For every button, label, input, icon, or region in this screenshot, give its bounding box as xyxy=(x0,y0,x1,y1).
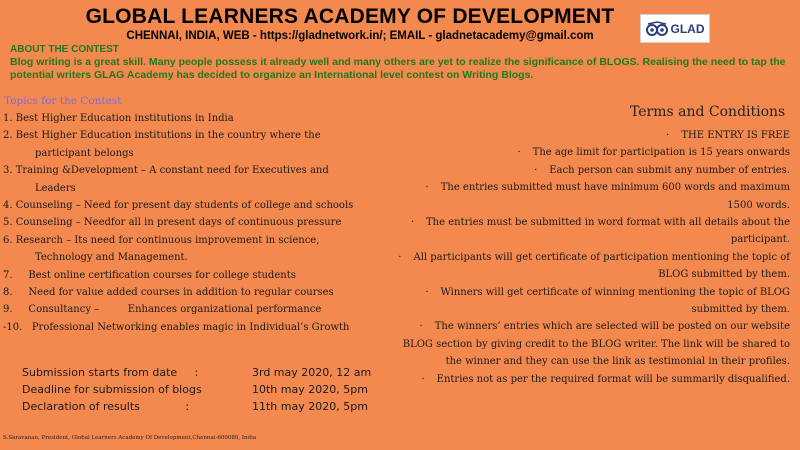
list-item xyxy=(3,162,388,197)
terms-list xyxy=(398,127,790,388)
page-title: GLOBAL LEARNERS ACADEMY OF DEVELOPMENT xyxy=(85,5,615,28)
list-item xyxy=(3,197,388,214)
term-item xyxy=(398,249,790,284)
schedule-row xyxy=(22,398,377,415)
contact-line: CHENNAI, INDIA, WEB - https://gladnetwork.in/; EMAIL - gladnetacademy@gmail.com xyxy=(126,30,594,42)
term-text: The age limit for participation is 15 years onwards xyxy=(532,147,790,159)
schedule-row xyxy=(22,381,377,398)
list-item xyxy=(3,110,388,127)
term-text: THE ENTRY IS FREE xyxy=(681,130,790,141)
term-text: Entries not as per the required format will be summarily disqualified. xyxy=(436,373,790,385)
term-text: The winners’ entries which are selected will be posted on our website BLOG section by giving credit to the BLOG writer. The link will be shared to the winner and they can use the link as testimonial in their profiles. xyxy=(402,321,790,368)
topic-line: 4. Counseling – Need for present day students of college and schools xyxy=(3,200,354,212)
term-text: The entries must be submitted in word format with all details about the participant. xyxy=(426,217,790,246)
term-text: All participants will get certificate of participation mentioning the topic of BLOG submitted by them. xyxy=(413,251,790,281)
owl-eyes-icon xyxy=(646,21,668,37)
schedule xyxy=(22,364,377,415)
bullet-icon: · xyxy=(421,373,425,385)
list-item xyxy=(3,284,388,301)
bullet-icon: · xyxy=(419,321,423,333)
about-heading: ABOUT THE CONTEST xyxy=(10,44,119,55)
term-text: Winners will get certificate of winning mentioning the topic of BLOG submitted by them. xyxy=(440,286,790,316)
topic-line-continued: Leaders xyxy=(35,182,76,194)
logo-text: GLAD xyxy=(670,21,705,36)
schedule-value: 3rd may 2020, 12 am xyxy=(252,366,372,379)
list-item xyxy=(3,267,388,284)
list-item xyxy=(3,232,388,267)
topics-list xyxy=(3,110,388,336)
topic-line: -10. Professional Networking enables magic in Individual’s Growth xyxy=(3,321,350,333)
schedule-value: 11th may 2020, 5pm xyxy=(252,400,368,413)
topic-line-continued: participant belongs xyxy=(35,147,134,159)
bullet-icon: · xyxy=(410,217,415,229)
topics-heading: Topics for the Contest xyxy=(4,95,122,107)
bullet-icon: · xyxy=(425,182,429,194)
term-item xyxy=(398,284,790,319)
list-item xyxy=(3,301,388,318)
list-item xyxy=(3,127,388,162)
bullet-icon: · xyxy=(517,147,521,159)
term-item xyxy=(398,318,790,370)
schedule-value: 10th may 2020, 5pm xyxy=(252,383,368,396)
bullet-icon: · xyxy=(398,251,402,263)
glad-logo xyxy=(640,14,710,43)
topic-line: 1. Best Higher Education institutions in India xyxy=(3,113,234,124)
topic-line: 8. Need for value added courses in addition to regular courses xyxy=(3,287,334,299)
list-item xyxy=(3,319,388,336)
schedule-label: Declaration of results : xyxy=(22,400,190,413)
term-text: Each person can submit any number of entries. xyxy=(549,164,790,176)
list-item xyxy=(3,214,388,231)
topic-line: 6. Research – Its need for continuous improvement in science, xyxy=(3,234,320,246)
term-item xyxy=(398,371,790,388)
topic-line: 5. Counseling – Needfor all in present days of continuous pressure xyxy=(3,217,342,229)
term-item xyxy=(398,179,790,214)
schedule-label: Submission starts from date : xyxy=(22,366,199,379)
schedule-label: Deadline for submission of blogs xyxy=(22,383,202,396)
topic-line: 9. Consultancy – Enhances organizational performance xyxy=(3,304,322,316)
term-text: The entries submitted must have minimum 600 words and maximum 1500 words. xyxy=(440,182,790,211)
topic-line: 2. Best Higher Education institutions in the country where the xyxy=(3,130,321,142)
term-item xyxy=(398,214,790,249)
term-item xyxy=(398,144,790,161)
term-item xyxy=(398,127,790,144)
terms-heading: Terms and Conditions xyxy=(630,104,786,120)
footer-credit: S.Saravanan, President, Global Learners Academy Of Development,Chennai-600080, India xyxy=(3,435,257,441)
about-text: Blog writing is a great skill. Many people possess it already well and many others are yet to realize the significance of BLOGS. Realising the need to tap the potential writers GLAG Academy has decided to organize an International level contest on Writing Blogs. xyxy=(10,56,786,82)
topic-line: 3. Training &Development – A constant need for Executives and xyxy=(3,165,329,177)
bullet-icon: · xyxy=(666,130,670,141)
topic-line-continued: Technology and Management. xyxy=(35,252,188,264)
bullet-icon: · xyxy=(534,164,538,176)
term-item xyxy=(398,162,790,179)
topic-line: 7. Best online certification courses for college students xyxy=(3,269,296,281)
schedule-row xyxy=(22,364,377,381)
bullet-icon: · xyxy=(425,286,429,298)
